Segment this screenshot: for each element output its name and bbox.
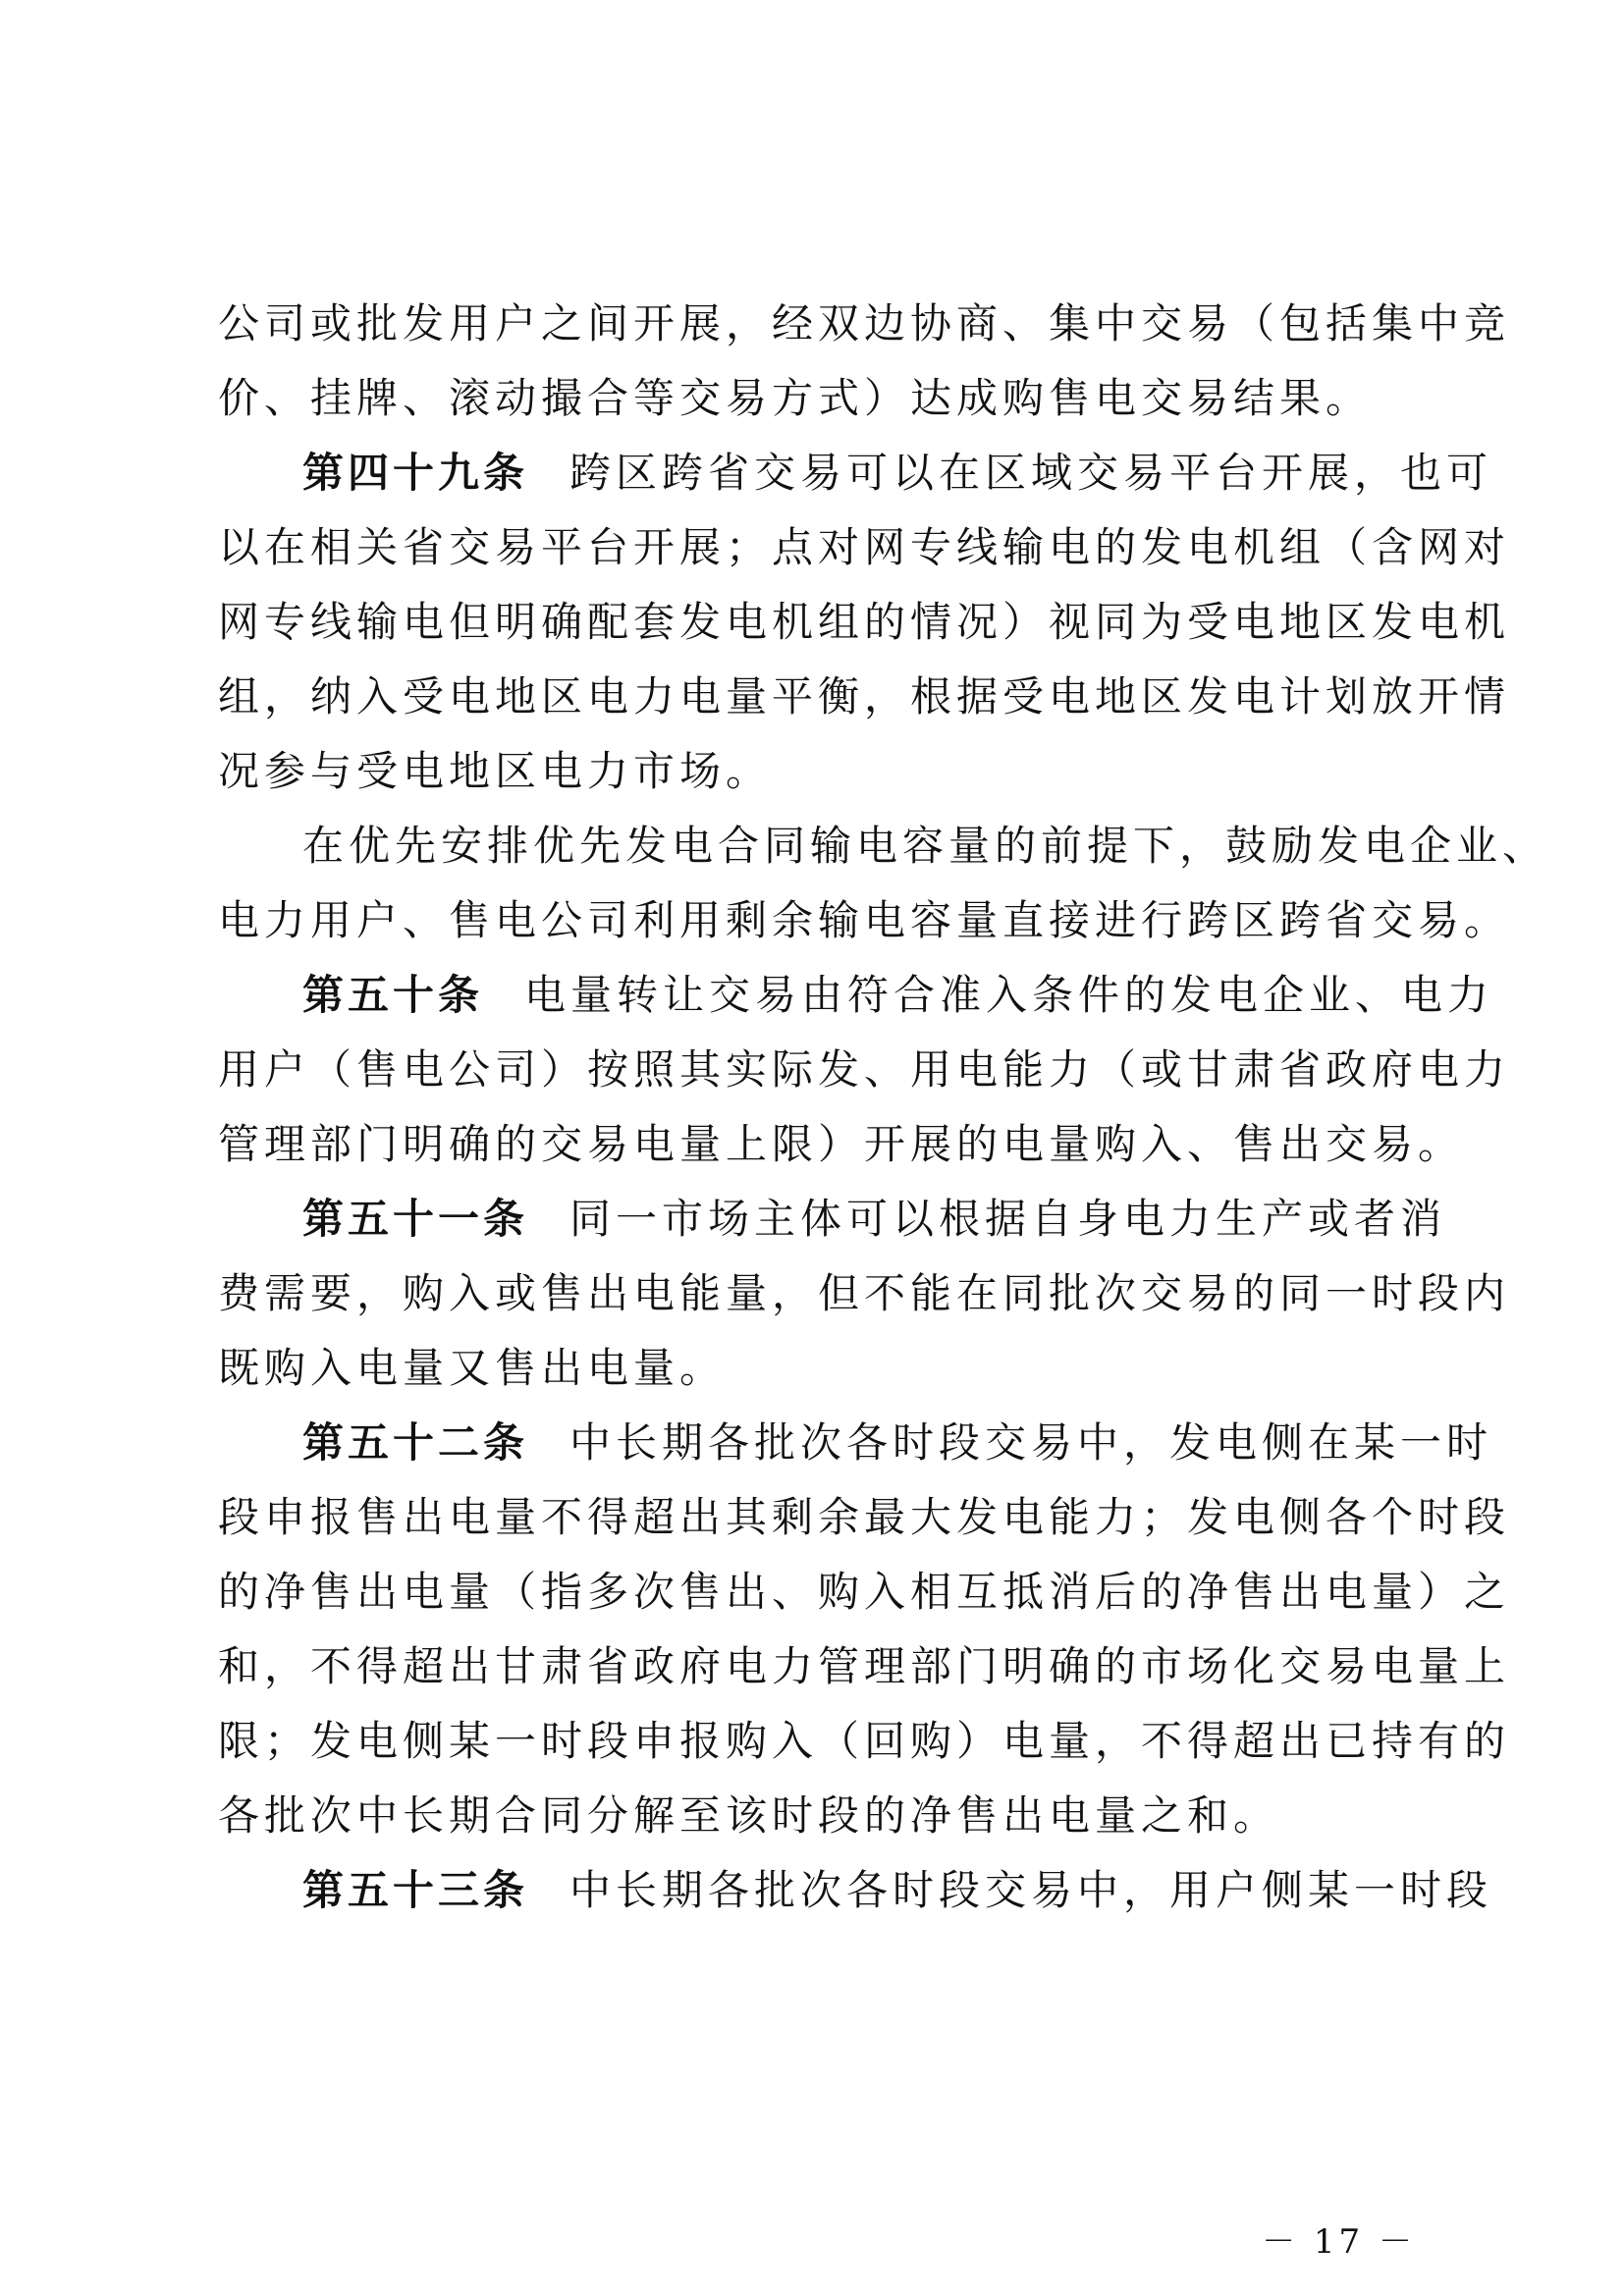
body-line [218,667,1511,726]
line-text: 限；发电侧某一时段申报购入（回购）电量，不得超出已持有的 [218,1717,1511,1765]
body-line [218,1488,1511,1547]
body-line [218,1637,1511,1696]
line-text: 以在相关省交易平台开展；点对网专线输电的发电机组（含网对 [218,523,1511,571]
line-text: 中长期各批次各时段交易中，发电侧在某一时 [569,1418,1493,1467]
line-text: 既购入电量又售出电量。 [218,1344,727,1392]
article-51-first-line [302,1190,1447,1249]
article-49-first-line [302,444,1493,503]
article-49-title: 第四十九条 [302,449,529,497]
line-text: 网专线输电但明确配套发电机组的情况）视同为受电地区发电机 [218,598,1511,646]
line-text: 管理部门明确的交易电量上限）开展的电量购入、售出交易。 [218,1120,1465,1168]
line-text: 和，不得超出甘肃省政府电力管理部门明确的市场化交易电量上 [218,1642,1511,1690]
body-line [218,1115,1465,1174]
body-line [218,891,1511,950]
body-line [218,294,1511,353]
body-line [218,1563,1511,1622]
article-50-first-line [302,966,1494,1025]
article-52-first-line [302,1414,1493,1472]
body-line [218,518,1511,577]
body-line [302,817,1549,876]
line-text: 段申报售出电量不得超出其剩余最大发电能力；发电侧各个时段 [218,1493,1511,1541]
line-text: 各批次中长期合同分解至该时段的净售出电量之和。 [218,1791,1280,1840]
body-line [218,1339,1440,1398]
article-53-title: 第五十三条 [302,1866,529,1914]
body-line [218,1264,1511,1323]
line-text: 价、挂牌、滚动撮合等交易方式）达成购售电交易结果。 [218,374,1373,422]
article-52-title: 第五十二条 [302,1418,529,1467]
line-text: 在优先安排优先发电合同输电容量的前提下，鼓励发电企业、 [302,822,1549,870]
line-text: 同一市场主体可以根据自身电力生产或者消 [569,1195,1447,1243]
body-line [218,1712,1511,1771]
body-line [218,1041,1511,1099]
line-text: 公司或批发用户之间开展，经双边协商、集中交易（包括集中竞 [218,299,1511,347]
line-text: 费需要，购入或售出电能量，但不能在同批次交易的同一时段内 [218,1269,1511,1317]
line-text: 电力用户、售电公司利用剩余输电容量直接进行跨区跨省交易。 [218,896,1511,944]
body-line [218,369,1440,428]
line-text: 况参与受电地区电力市场。 [218,747,773,795]
page-number: － 17 － [1262,2222,1416,2262]
line-text: 电量转让交易由符合准入条件的发电企业、电力 [524,971,1494,1019]
article-50-title: 第五十条 [302,971,484,1019]
line-text: 用户（售电公司）按照其实际发、用电能力（或甘肃省政府电力 [218,1045,1511,1094]
body-line [218,1787,1440,1845]
line-text: 的净售出电量（指多次售出、购入相互抵消后的净售出电量）之 [218,1568,1511,1616]
body-line [218,742,1440,801]
line-text: 组，纳入受电地区电力电量平衡，根据受电地区发电计划放开情 [218,672,1511,721]
article-53-first-line [302,1861,1493,1920]
line-text: 中长期各批次各时段交易中，用户侧某一时段 [569,1866,1493,1914]
article-51-title: 第五十一条 [302,1195,529,1243]
line-text: 跨区跨省交易可以在区域交易平台开展，也可 [569,449,1493,497]
body-line [218,593,1511,652]
